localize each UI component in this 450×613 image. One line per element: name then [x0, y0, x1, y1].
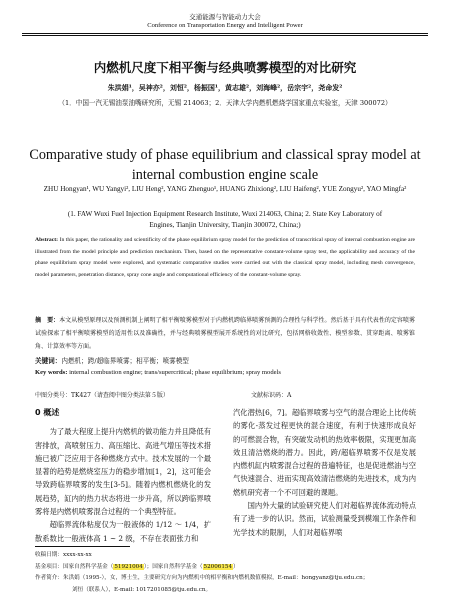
- fund-line: [35, 562, 425, 574]
- abstract-cn: [35, 314, 415, 353]
- paper-title-en: Comparative study of phase equilibrium and classical spray model at internal combustion engine scale: [29, 147, 421, 183]
- body-column-left: [35, 406, 211, 545]
- paper-title-cn: 内燃机尺度下相平衡与经典喷雾模型的对比研究: [93, 60, 357, 75]
- authors-en: ZHU Hongyan¹, WU Yangyi², LIU Heng², YANG Zhenguo¹, HUANG Zhixiong², LIU Haifeng², YUE Zongyu², YAO Mingfa²: [43, 185, 407, 193]
- keywords-cn-label: 关键词：: [35, 357, 62, 365]
- keywords-en: [35, 369, 415, 376]
- abstract-en: [35, 235, 415, 281]
- authors-cn: 朱洪娟¹，吴神亦²，刘恒²，杨振国¹，黄志雄²，刘海峰²，岳宗宇²，尧命发²: [107, 83, 343, 92]
- fund-number-highlight: 51921004: [114, 563, 143, 570]
- abstract-cn-label: 摘 要：: [35, 317, 60, 324]
- author-bio: 作者简介：朱洪娟（1995-），女，博士生，主要研究方向为内燃机中的相平衡和内燃机数值模拟，E-mail：hongyanz@tju.edu.cn；: [35, 575, 369, 581]
- received-date: 收稿日期：xxxx-xx-xx: [35, 552, 92, 558]
- fund-text: 基金项目：国家自然科学基金（: [35, 563, 114, 570]
- paragraph: 超临界流体粘度仅为一般液体的 1/12 ～ 1/4，扩散系数比一般液体高 1 ~ 2 级，不存在表面张力和: [35, 520, 211, 543]
- header-rule-secondary: [22, 35, 428, 36]
- document-code: 文献标识码：A: [251, 392, 292, 399]
- keywords-cn-text: 内燃机；跨/超临界喷雾；相平衡；喷雾模型: [61, 357, 189, 365]
- affiliations-en: (1. FAW Wuxi Fuel Injection Equipment Research Institute, Wuxi 214063, China; 2. State Key Laboratory of Engines, Tianjin University, Tianjin 300072, China;): [67, 210, 383, 229]
- paragraph: 国内外大量的试验研究使人们对超临界流体流动特点有了进一步的认识。然而，试验测量受到模端工作条件和光学技术的限制，人们对超临界喷: [233, 501, 416, 537]
- abstract-en-label: Abstract:: [35, 237, 59, 243]
- header-rule: [22, 33, 428, 34]
- footnotes: [35, 550, 425, 596]
- body-column-right: [233, 406, 416, 539]
- clc-number: 中图分类号：TK427（请查阅中图分类法第５版）: [35, 392, 169, 399]
- fund-text: ）: [233, 563, 239, 570]
- fund-number-highlight: 52006154: [203, 563, 233, 570]
- section-heading: 0 概述: [35, 408, 60, 417]
- keywords-cn: [35, 355, 415, 365]
- abstract-cn-text: 本文从模型原理以及预测机制上阐明了相平衡喷雾模型对于内燃机跨临界喷雾预测的合理性与科学性。然后基于具有代表性的定容喷雾试验探索了相平衡喷雾模型的适用性以及准确性，并与经典喷雾模型展开系统性的对比研究，包括网格收敛性、模型参数、贯穿距离、喷雾锥角、计算效率等方面。: [35, 317, 415, 350]
- abstract-en-text: In this paper, the rationality and scientificity of the phase equilibrium spray model for the prediction of transcritical spray of internal combustion engine are illustrated from the model principle and prediction mechanism. Then, based on the representative constant-volume spray test, the applicability and accuracy of the phase equilibrium spray model were explored, and systematic comparative studies were carried out with the classical spray model, including mesh convergence, model parameters, penetration distance, spray cone angle and computational efficiency of the constant-volume spray.: [35, 237, 416, 278]
- footnote-rule: [35, 546, 130, 547]
- paragraph: 汽化潜热[6，7]。超临界喷雾与空气的混合理论上比传统的雾化-蒸发过程更快的混合速度，有利于快速形成良好的可燃混合物，有突破发动机的热效率极限，实现更加高效且清洁燃烧的潜力。因此，跨/超临界喷雾不仅是发展内燃机缸内喷雾混合过程的普遍特征，也是促进燃油与空气快速混合、进而实现高效清洁燃烧的先进技术，成为内燃机研究者一个不可回避的课题。: [233, 408, 416, 497]
- keywords-en-text: internal combustion engine; trans/supercritical; phase equilibrium; spray models: [69, 369, 281, 376]
- corresponding-author: 刘恒（联系人），E-mail: 1017201085@tju.edu.cn。: [72, 586, 212, 593]
- conference-name-cn: 交通能源与智能动力大会: [189, 13, 261, 21]
- paragraph: 为了最大程度上提升内燃机的做功能力并且降低有害排放，高喷射压力、高压缩比、高进气增压等技术措施已被广泛应用于各种燃烧方式中。技术发展的一个最显著的趋势是燃烧室压力的稳步增加[1，2]，这可能会导致跨临界喷雾的发生[3-5]。随着内燃机燃烧化的发展趋势，缸内的热力状态将进一步升高，所以跨临界喷雾将是内燃机喷雾混合过程的一个典型特征。: [35, 427, 211, 517]
- classification-row: [35, 390, 415, 399]
- conference-name-en: Conference on Transportation Energy and Intelligent Power: [147, 22, 303, 29]
- affiliations-cn: （1．中国一汽无锡油泵油嘴研究所，无锡 214063；2．天津大学内燃机燃烧学国家重点实验室，天津 300072）: [58, 99, 392, 107]
- keywords-en-label: Key words:: [35, 369, 68, 376]
- fund-text: ）；国家自然科学基金（: [143, 563, 203, 570]
